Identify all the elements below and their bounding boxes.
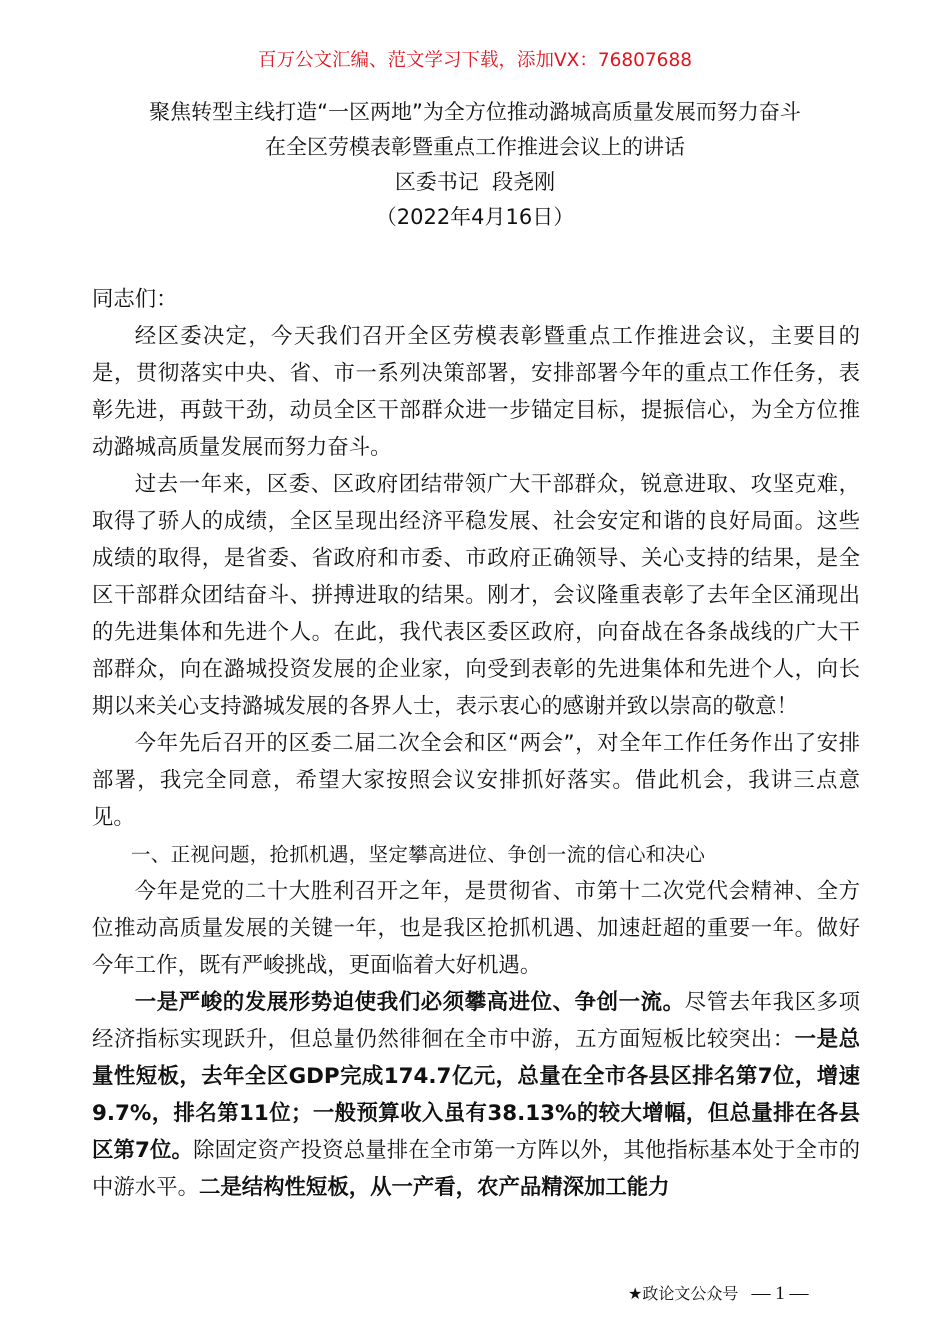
bold-statistic-sentence: 一是总量性短板，去年全区GDP完成174.7亿元，总量在全市各县区排名第7位，增速9.7%，排名第11位；一般预算收入虽有38.13%的较大增幅，但总量排在各县区第7位。: [92, 1027, 860, 1163]
bold-lead-sentence: 一是严峻的发展形势迫使我们必须攀高进位、争创一流。: [134, 990, 685, 1015]
watermark-banner: 百万公文汇编、范文学习下载，添加VX：76807688: [258, 50, 692, 71]
document-body: [92, 281, 860, 1206]
section-heading-1: 一、正视问题，抢抓机遇，坚定攀高进位、争创一流的信心和决心: [131, 843, 706, 866]
paragraph-5-text-1: 尽管去年我区多项经济指标实现跃升，但总量仍然徘徊在全市中游，五方面短板比较突出：: [92, 990, 860, 1052]
footer-source: ★政论文公众号: [628, 1284, 739, 1303]
salutation: 同志们：: [92, 287, 178, 312]
bold-structural-sentence: 二是结构性短板，从一产看，农产品精深加工能力: [198, 1175, 670, 1200]
page-number: — 1 —: [751, 1283, 809, 1304]
speaker-line: 区委书记 段尧刚: [394, 170, 556, 194]
document-header: [0, 95, 950, 235]
paragraph-3: 今年先后召开的区委二届二次全会和区“两会”，对全年工作任务作出了安排部署，我完全同意，希望大家按照会议安排抓好落实。借此机会，我讲三点意见。: [92, 731, 860, 830]
document-subtitle: 在全区劳模表彰暨重点工作推进会议上的讲话: [265, 135, 685, 159]
paragraph-2: 过去一年来，区委、区政府团结带领广大干部群众，锐意进取、攻坚克难，取得了骄人的成绩，全区呈现出经济平稳发展、社会安定和谐的良好局面。这些成绩的取得，是省委、省政府和市委、市政府正确领导、关心支持的结果，是全区干部群众团结奋斗、拼搏进取的结果。刚才，会议隆重表彰了去年全区涌现出的先进集体和先进个人。在此，我代表区委区政府，向奋战在各条战线的广大干部群众，向在潞城投资发展的企业家，向受到表彰的先进集体和先进个人，向长期以来关心支持潞城发展的各界人士，表示衷心的感谢并致以崇高的敬意！: [92, 472, 860, 719]
paragraph-4: 今年是党的二十大胜利召开之年，是贯彻省、市第十二次党代会精神、全方位推动高质量发展的关键一年，也是我区抢抓机遇、加速赶超的重要一年。做好今年工作，既有严峻挑战，更面临着大好机遇。: [92, 879, 860, 978]
page-footer: [628, 1281, 808, 1305]
paragraph-1: 经区委决定，今天我们召开全区劳模表彰暨重点工作推进会议，主要目的是，贯彻落实中央、省、市一系列决策部署，安排部署今年的重点工作任务，表彰先进，再鼓干劲，动员全区干部群众进一步锚定目标，提振信心，为全方位推动潞城高质量发展而努力奋斗。: [92, 324, 860, 460]
paragraph-5: [92, 984, 860, 1206]
document-title: 聚焦转型主线打造“一区两地”为全方位推动潞城高质量发展而努力奋斗: [149, 100, 801, 124]
speech-date: （2022年4月16日）: [375, 205, 575, 229]
paragraph-5-text-2: 除固定资产投资总量排在全市第一方阵以外，其他指标基本处于全市的中游水平。: [92, 1138, 860, 1200]
